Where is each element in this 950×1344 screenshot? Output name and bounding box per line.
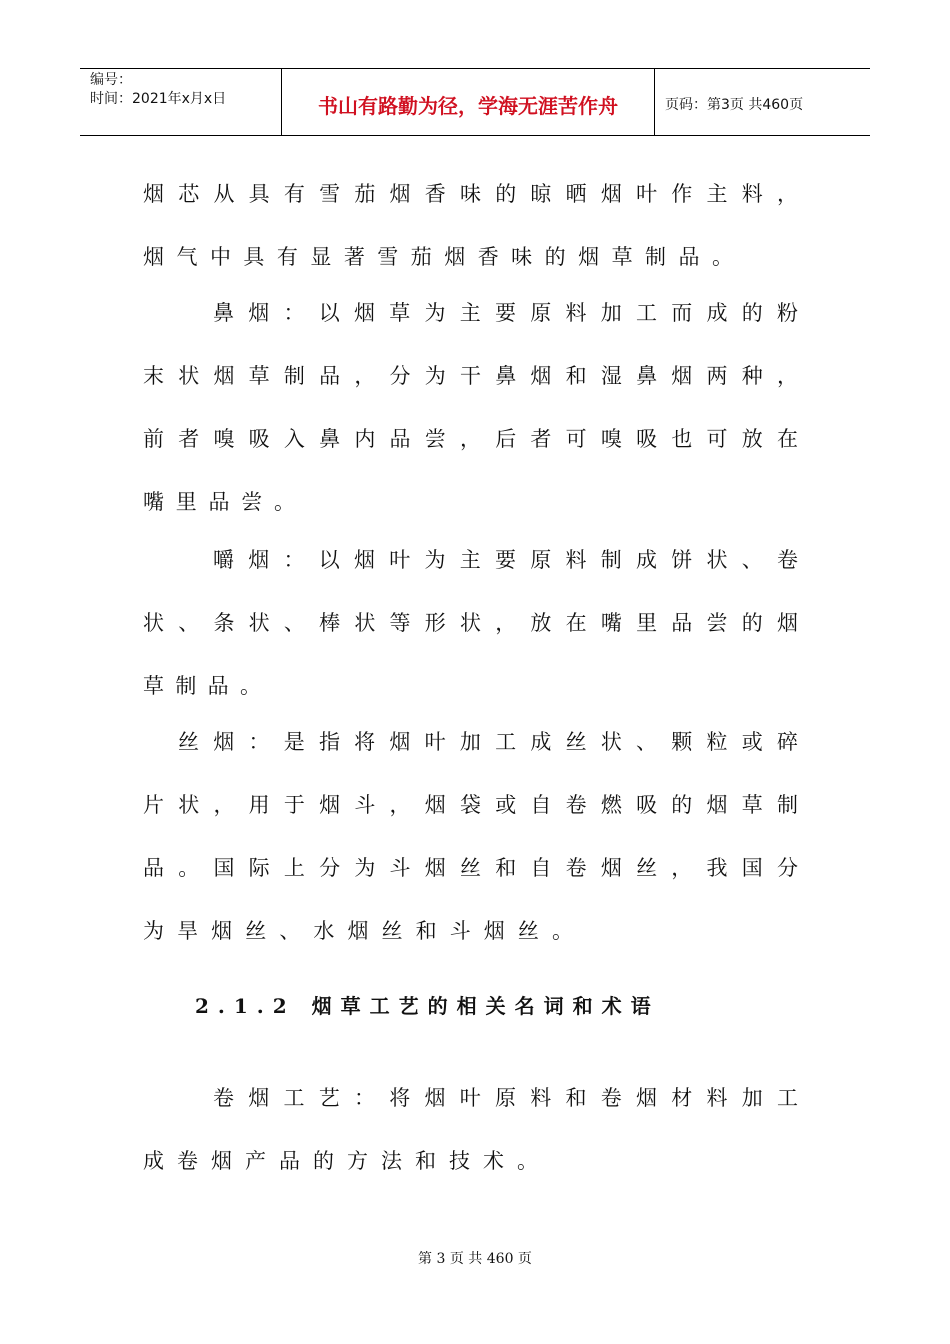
body-char: 在: [776, 427, 798, 451]
body-char: 香: [477, 245, 499, 269]
body-char: 料: [706, 1086, 728, 1110]
body-char: 叶: [389, 548, 411, 572]
body-char: 上: [283, 856, 305, 880]
body-char: 草: [143, 674, 164, 698]
body-char: 烟: [530, 364, 552, 388]
body-char: 国: [741, 856, 763, 880]
header-motto-cell: [282, 69, 655, 135]
body-char: 烟: [706, 793, 728, 817]
body-char: 。: [517, 1149, 538, 1173]
body-char: 工: [495, 730, 517, 754]
body-char: 状: [459, 611, 481, 635]
body-line: [213, 544, 798, 574]
body-char: 鼻: [636, 364, 658, 388]
body-char: 术: [483, 1149, 504, 1173]
body-char: 烟: [143, 245, 164, 269]
body-char: 工: [283, 1086, 305, 1110]
body-char: 品: [279, 1149, 300, 1173]
body-char: 、: [741, 548, 763, 572]
body-char: 为: [424, 364, 446, 388]
body-char: 而: [671, 301, 693, 325]
page-header: [80, 68, 870, 136]
body-char: ：: [283, 548, 305, 572]
body-char: 材: [671, 1086, 693, 1110]
body-char: 品: [207, 674, 229, 698]
body-char: 丝: [459, 856, 481, 880]
header-page-info: 页码：第3页 共460页: [665, 97, 804, 113]
body-char: 者: [178, 427, 200, 451]
body-char: 嘴: [143, 490, 164, 514]
body-char: 状: [178, 793, 200, 817]
body-char: 品: [143, 856, 164, 880]
body-char: 状: [178, 364, 200, 388]
body-char: 自: [530, 793, 552, 817]
body-char: 者: [530, 427, 552, 451]
body-line: [143, 1145, 538, 1175]
body-char: 烟: [424, 793, 446, 817]
body-char: 的: [495, 182, 517, 206]
body-char: 中: [209, 245, 231, 269]
body-char: 草: [389, 301, 411, 325]
body-char: 烟: [354, 301, 375, 325]
body-line: [143, 789, 798, 819]
body-char: 烟: [248, 301, 270, 325]
body-char: 制: [283, 364, 305, 388]
body-char: 。: [274, 490, 295, 514]
time-label: 时间：2021年x月x日: [90, 91, 227, 107]
body-char: 要: [495, 301, 516, 325]
body-char: 烟: [319, 793, 341, 817]
body-char: 为: [354, 856, 376, 880]
body-char: 叶: [459, 1086, 481, 1110]
body-char: 前: [143, 427, 164, 451]
body-char: 于: [283, 793, 305, 817]
body-char: 显: [310, 245, 332, 269]
body-char: 料: [565, 301, 587, 325]
body-char: 丝: [517, 919, 539, 943]
body-char: 要: [495, 548, 516, 572]
body-char: 制: [175, 674, 197, 698]
body-char: 著: [343, 245, 365, 269]
body-line: [213, 1082, 798, 1112]
doc-number-label: 编号：: [90, 72, 132, 88]
body-char: 制: [645, 245, 667, 269]
body-char: 烟: [248, 1086, 270, 1110]
body-char: 加: [741, 1086, 763, 1110]
body-char: ，: [459, 427, 481, 451]
body-char: 嘴: [600, 611, 622, 635]
body-line: [213, 297, 798, 327]
body-char: 。: [551, 919, 573, 943]
body-char: 我: [706, 856, 728, 880]
body-char: 斗: [449, 919, 471, 943]
body-char: 原: [495, 1086, 516, 1110]
body-char: 的: [544, 245, 566, 269]
body-char: 种: [741, 364, 763, 388]
body-char: 主: [706, 182, 728, 206]
body-char: ：: [354, 1086, 375, 1110]
body-char: 分: [776, 856, 798, 880]
body-char: 的: [741, 611, 763, 635]
body-char: 有: [276, 245, 298, 269]
body-char: 和: [415, 1149, 436, 1173]
body-char: 香: [424, 182, 446, 206]
body-char: 料: [565, 548, 587, 572]
body-char: 指: [318, 730, 340, 754]
body-char: 雪: [319, 182, 341, 206]
body-char: 将: [354, 730, 376, 754]
body-char: 放: [741, 427, 763, 451]
body-char: 和: [415, 919, 437, 943]
body-char: 鼻: [319, 427, 341, 451]
body-char: 际: [248, 856, 270, 880]
body-char: 叶: [636, 182, 658, 206]
body-char: 为: [424, 301, 446, 325]
body-char: 烟: [636, 1086, 657, 1110]
body-char: 嚼: [213, 548, 234, 572]
body-line: [143, 486, 295, 516]
body-char: 卷: [213, 1086, 234, 1110]
body-char: 粒: [706, 730, 728, 754]
body-char: 袋: [459, 793, 481, 817]
body-char: 叶: [424, 730, 446, 754]
body-char: ，: [776, 364, 798, 388]
body-char: 湿: [600, 364, 622, 388]
body-char: 状: [600, 730, 622, 754]
body-char: 棒: [319, 611, 341, 635]
body-char: 在: [565, 611, 587, 635]
body-char: 斗: [389, 856, 411, 880]
body-char: 、: [178, 611, 200, 635]
body-char: 状: [354, 611, 376, 635]
body-line: [143, 915, 573, 945]
page-footer: 第 3 页 共 460 页: [418, 1251, 532, 1267]
body-char: 形: [424, 611, 446, 635]
body-char: 、: [279, 919, 301, 943]
body-char: 片: [143, 793, 164, 817]
body-line: [143, 607, 798, 637]
body-char: 原: [530, 548, 552, 572]
body-line: [143, 423, 798, 453]
body-char: 烟: [213, 364, 235, 388]
body-char: 卷: [600, 1086, 622, 1110]
body-char: 丝: [178, 730, 199, 754]
body-char: 放: [530, 611, 552, 635]
header-motto: 书山有路勤为径，学海无涯苦作舟: [318, 93, 618, 118]
body-char: 为: [424, 548, 446, 572]
body-char: 品: [208, 490, 230, 514]
body-char: ，: [495, 611, 517, 635]
body-char: 饼: [671, 548, 693, 572]
body-char: 烟: [354, 548, 375, 572]
body-char: 干: [459, 364, 481, 388]
body-char: 烟: [389, 730, 411, 754]
body-char: 也: [671, 427, 693, 451]
body-char: 吸: [636, 793, 658, 817]
body-char: 和: [565, 1086, 587, 1110]
body-char: 内: [354, 427, 376, 451]
body-char: 烟: [211, 919, 233, 943]
body-char: 里: [636, 611, 658, 635]
body-char: ，: [354, 364, 376, 388]
body-char: 。: [711, 245, 733, 269]
body-char: 吸: [636, 427, 658, 451]
body-char: 条: [213, 611, 235, 635]
body-char: 草: [248, 364, 270, 388]
body-char: 里: [175, 490, 197, 514]
body-char: 旱: [177, 919, 199, 943]
body-char: 品: [678, 245, 700, 269]
body-char: 烟: [444, 245, 466, 269]
body-char: 丝: [381, 919, 403, 943]
body-char: 成: [706, 301, 728, 325]
body-char: 烟: [671, 364, 693, 388]
body-char: 的: [671, 793, 693, 817]
body-char: 法: [381, 1149, 402, 1173]
body-char: ：: [283, 301, 305, 325]
body-char: 烟: [424, 856, 446, 880]
body-char: 卷: [177, 1149, 198, 1173]
body-char: 将: [389, 1086, 411, 1110]
body-char: 晒: [565, 182, 587, 206]
body-char: 艺: [318, 1086, 340, 1110]
body-char: 为: [143, 919, 164, 943]
body-char: 分: [319, 856, 341, 880]
body-char: 鼻: [495, 364, 517, 388]
header-meta-cell: [80, 69, 282, 135]
body-char: 可: [706, 427, 728, 451]
body-char: 烟: [600, 856, 622, 880]
body-char: 自: [530, 856, 552, 880]
body-char: ，: [213, 793, 235, 817]
body-char: 草: [741, 793, 763, 817]
body-char: ，: [671, 856, 693, 880]
body-char: 味: [511, 245, 533, 269]
body-char: 成: [530, 730, 552, 754]
body-char: 入: [283, 427, 305, 451]
body-char: 尝: [424, 427, 446, 451]
body-char: 烟: [213, 730, 235, 754]
body-char: 两: [706, 364, 728, 388]
body-char: ，: [389, 793, 411, 817]
body-char: 烟: [248, 548, 270, 572]
body-char: 分: [389, 364, 411, 388]
body-line: [143, 670, 261, 700]
body-char: 卷: [777, 548, 798, 572]
body-char: 鼻: [213, 301, 234, 325]
body-char: 斗: [354, 793, 376, 817]
body-char: 的: [741, 301, 763, 325]
body-char: 后: [495, 427, 517, 451]
body-char: 嗅: [600, 427, 622, 451]
body-char: 料: [530, 1086, 552, 1110]
body-char: 尝: [241, 490, 263, 514]
body-char: 和: [495, 856, 517, 880]
body-char: 烟: [347, 919, 369, 943]
body-char: 以: [318, 301, 340, 325]
body-char: 丝: [245, 919, 267, 943]
body-char: 和: [565, 364, 587, 388]
body-char: 工: [777, 1086, 798, 1110]
body-char: 丝: [636, 856, 658, 880]
body-char: 或: [495, 793, 517, 817]
body-char: 碎: [776, 730, 798, 754]
body-char: 丝: [565, 730, 587, 754]
body-char: 燃: [600, 793, 622, 817]
body-line: [143, 852, 798, 882]
body-char: 是: [283, 730, 305, 754]
body-char: 烟: [776, 611, 798, 635]
body-char: 制: [776, 793, 798, 817]
body-char: 技: [449, 1149, 470, 1173]
body-char: 茄: [410, 245, 432, 269]
body-char: 吸: [248, 427, 270, 451]
body-char: 。: [178, 856, 200, 880]
body-char: 品: [389, 427, 411, 451]
body-char: 料: [741, 182, 763, 206]
body-char: 成: [143, 1149, 164, 1173]
body-char: ：: [248, 730, 270, 754]
body-char: ，: [776, 182, 798, 206]
body-char: 工: [636, 301, 657, 325]
body-char: 可: [565, 427, 587, 451]
body-char: 状: [143, 611, 164, 635]
body-char: 烟: [389, 182, 411, 206]
body-char: 主: [459, 548, 481, 572]
body-line: [143, 178, 798, 208]
body-char: 从: [213, 182, 235, 206]
body-char: 的: [313, 1149, 334, 1173]
body-char: 味: [459, 182, 481, 206]
body-char: 或: [741, 730, 763, 754]
body-char: 作: [671, 182, 693, 206]
body-char: 芯: [178, 182, 200, 206]
body-char: 加: [459, 730, 481, 754]
body-char: 、: [636, 730, 658, 754]
body-char: 烟: [578, 245, 600, 269]
body-char: 状: [706, 548, 728, 572]
body-line: [178, 726, 798, 756]
header-page-cell: [655, 69, 870, 135]
body-char: 以: [318, 548, 340, 572]
body-char: 有: [283, 182, 305, 206]
body-char: 尝: [706, 611, 728, 635]
body-char: 成: [636, 548, 657, 572]
body-char: 产: [245, 1149, 266, 1173]
body-char: 具: [248, 182, 270, 206]
body-char: 草: [611, 245, 633, 269]
body-line: [143, 241, 733, 271]
body-char: 烟: [483, 919, 505, 943]
body-char: 烟: [211, 1149, 232, 1173]
body-char: 烟: [600, 182, 622, 206]
body-char: 品: [319, 364, 341, 388]
body-char: 颗: [671, 730, 693, 754]
body-char: 、: [283, 611, 305, 635]
body-char: 晾: [530, 182, 552, 206]
body-char: 制: [600, 548, 622, 572]
body-char: 用: [248, 793, 270, 817]
body-char: 气: [176, 245, 198, 269]
body-char: 末: [143, 364, 164, 388]
body-char: 水: [313, 919, 335, 943]
body-char: 卷: [565, 793, 587, 817]
body-char: 卷: [565, 856, 587, 880]
body-char: 雪: [377, 245, 399, 269]
body-char: 方: [347, 1149, 368, 1173]
body-char: 茄: [354, 182, 376, 206]
body-char: 嗅: [213, 427, 235, 451]
body-char: 烟: [424, 1086, 446, 1110]
body-char: 主: [459, 301, 481, 325]
body-char: 状: [248, 611, 270, 635]
section-heading: 2.1.2 烟草工艺的相关名词和术语: [195, 994, 660, 1018]
body-char: 品: [671, 611, 693, 635]
body-char: 。: [239, 674, 261, 698]
body-char: 等: [389, 611, 411, 635]
body-line: [143, 360, 798, 390]
body-char: 加: [600, 301, 622, 325]
body-char: 粉: [777, 301, 798, 325]
body-char: 国: [213, 856, 235, 880]
body-char: 具: [243, 245, 265, 269]
body-char: 烟: [143, 182, 164, 206]
body-char: 原: [530, 301, 552, 325]
